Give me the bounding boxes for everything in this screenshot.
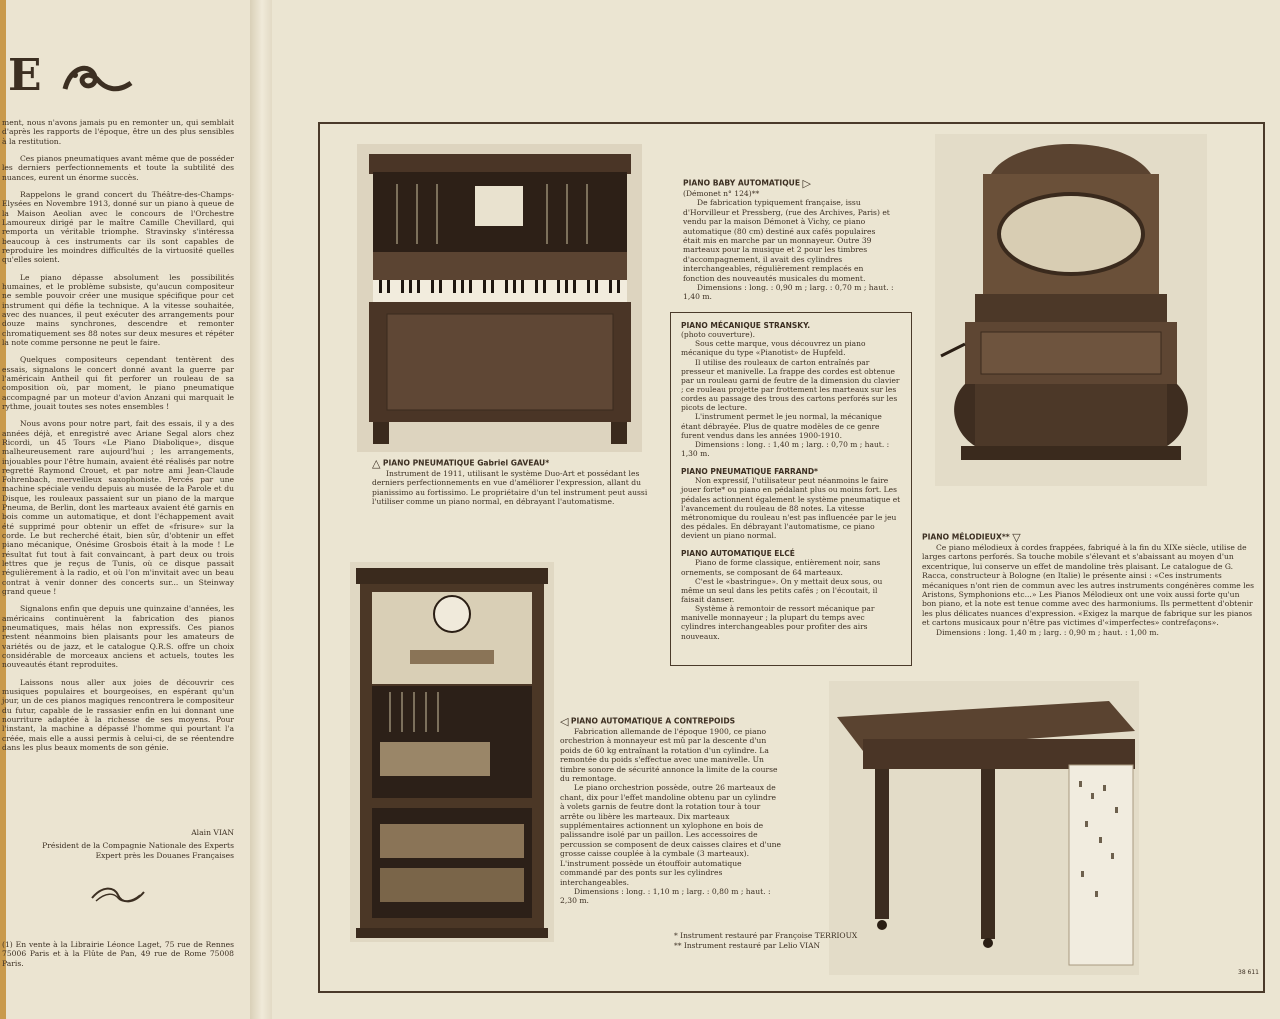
caption-text: Le piano orchestrion possède, outre 26 marteaux de chant, dix pour l'effet mandoline obtenu par un cylindre à volets garnis de feutre dont la rotation tour à tour arrête ou libère les marteaux. Dix marteaux supplémentaires actionnent un xylophone en bois de palissandre isolé par un paillon. Les accessoires de percussion se composent de deux caisses claires et d'une grosse caisse couplée à la cymbale (3 marteaux). L'instrument possède un étouffoir automatique commandé par des ponts sur les cylindres interchangeables. <box>560 783 782 887</box>
caption-subtitle: (Démonet n° 124)** <box>683 189 760 198</box>
caption-subtitle: (photo couverture). <box>681 330 755 340</box>
signature-title-1: Président de la Compagnie Nationale des Experts <box>42 841 234 851</box>
caption-title: PIANO PNEUMATIQUE FARRAND* <box>681 467 818 477</box>
photo-piano-stransky <box>829 681 1139 975</box>
flourish-icon <box>88 884 148 906</box>
caption-text: Ce piano mélodieux à cordes frappées, fabriqué à la fin du XIXe siècle, utilise de larges cartons perforés. Sa touche mobile s'élevant et s'abaissant au moyen d'un excentrique, lui conserve un effet de mandoline très plaisant. Le catalogue de G. Racca, constructeur à Bologne (en Italie) le présente ainsi : «Ces instruments mécaniques n'ont rien de commun avec les autres instruments congénères comme les Aristons, Symphonions etc...» Les Pianos Mélodieux ont une voix aussi forte qu'un bon piano, et la note est tenue comme avec des harmoniums. Ils permettent d'obtenir les plus délicates nuances d'expression. «Exigez la marque de fabrique sur les pianos et cartons musicaux pour n'être pas victimes d'«imperfectes» contrefaçons». <box>922 543 1255 628</box>
caption-title: PIANO PNEUMATIQUE Gabriel GAVEAU* <box>382 458 550 468</box>
caption-dimensions: Dimensions : long. : 1,40 m ; larg. : 0,70 m ; haut. : 1,30 m. <box>681 439 890 458</box>
footnote: (1) En vente à la Librairie Léonce Laget, 75 rue de Rennes 75006 Paris et à la Flûte de Pan, 49 rue de Rome 75008 Paris. <box>2 940 234 968</box>
paragraph: Le piano dépasse absolument les possibilités humaines, et le problème subsiste, qu'aucun compositeur ne semble pouvoir créer une musique spécifique pour cet instrument qui défie la technique. A la vitesse souhaitée, avec des nuances, il peut exécuter des arrangements pour douze mains synchrones, descendre et remonter chromatiquement ses 88 notes sur deux mesures et répéter la note comme personne ne peut le faire. <box>2 272 234 347</box>
center-fold <box>250 0 272 1019</box>
signature-title-2: Expert près les Douanes Françaises <box>95 850 234 860</box>
restoration-notes <box>674 931 857 951</box>
caption-text: De fabrication typiquement française, issu d'Horvilleur et Pressberg, (rue des Archives, Paris) et vendu par la maison Démonet à Vichy, ce piano automatique (80 cm) destiné aux cafés populaires était mis en marche par un monnayeur. Outre 39 marteaux pour la musique et 2 pour les timbres d'accompagnement, il avait des cylindres interchangeables, régulièrement remplacés en fonction des nouveautés musicales du moment. <box>683 198 890 283</box>
photo-piano-gaveau <box>357 144 642 452</box>
restored-note-2: ** Instrument restauré par Lelio VIAN <box>674 940 821 950</box>
triangle-down-icon: ▽ <box>1012 531 1021 544</box>
caption-elce <box>681 549 901 640</box>
paragraph: ment, nous n'avons jamais pu en remonter un, qui semblait d'après les rapports de l'époque, être un des plus sensibles à la restitution. <box>2 118 234 146</box>
triangle-right-icon: ▷ <box>802 177 811 190</box>
photo-piano-melodieux <box>935 134 1207 486</box>
paragraph: Quelques compositeurs cependant tentèrent des essais, signalons le concert donné avant la guerre par l'américain Antheil qui fit perforer un rouleau de sa composition où, par moment, le piano pneumatique accompagné par un moteur d'avion Anzani qui marquait le rythme, jouait toutes ses notes ensembles ! <box>2 355 234 411</box>
caption-text: Non expressif, l'utilisateur peut néanmoins le faire jouer forte* ou piano en pédalant plus ou moins fort. Les pédales actionnent également le système pneumatique et l'avancement du rouleau de 88 notes. La vitesse métronomique du rouleau n'est pas influencée par le jeu des pédales. En débrayant l'automatisme, ce piano devient un piano normal. <box>681 476 901 541</box>
catalog-number: 38 611 <box>1238 969 1259 976</box>
signature-name: Alain VIAN <box>191 828 234 837</box>
caption-text: Sous cette marque, vous découvrez un piano mécanique du type «Pianotist» de Hupfeld. <box>681 339 866 358</box>
caption-contrepoids <box>560 716 782 906</box>
triangle-up-icon: △ <box>372 457 381 470</box>
left-body-text <box>2 118 234 760</box>
caption-gaveau <box>372 458 664 507</box>
swan-ornament-icon <box>61 59 135 99</box>
caption-dimensions: Dimensions : long. 1,40 m ; larg. : 0,90 m ; haut. : 1,00 m. <box>936 627 1159 637</box>
paragraph: Rappelons le grand concert du Théâtre-des-Champs-Elysées en Novembre 1913, donné sur un piano à queue de la Maison Aeolian avec le concours de l'Orchestre Lamoureux dirigé par le maître Camille Chevillard, qui remporta un véritable triomphe. Stravinsky s'intéressa beaucoup à ces instruments car ils sont capables de reproduire les moindres difficultés de la virtuosité quelles qu'elles soient. <box>2 189 234 265</box>
caption-text: Fabrication allemande de l'époque 1900, ce piano orchestrion à monnayeur est mû par la descente d'un poids de 60 kg entraînant la rotation d'un cylindre. La remontée du poids s'effectue avec une manivelle. Un timbre sonore de sécurité annonce la limite de la course du remontage. <box>560 727 778 784</box>
paragraph: Ces pianos pneumatiques avant même que de posséder les derniers perfectionnements et toute la subtilité des nuances, eurent un énorme succès. <box>2 153 234 182</box>
signature-block <box>2 828 234 860</box>
caption-melodieux <box>922 532 1256 637</box>
caption-text: C'est le «bastringue». On y mettait deux sous, ou même un seul dans les petits cafés ; on l'écoutait, il faisait danser. <box>681 576 883 604</box>
paragraph: Laissons nous aller aux joies de découvrir ces musiques populaires et bourgeoises, en espérant qu'un jour, un de ces pianos magiques rencontrera le compositeur du futur, capable de le rassasier enfin en lui donnant une nourriture adaptée à la richesse de ses moyens. Pour l'instant, la machine a dépassé l'homme qui pourtant l'a créée, mais elle a aussi permis à celui-ci, de se réentendre dans les plus beaux moments de son génie. <box>2 677 234 753</box>
caption-text: Il utilise des rouleaux de carton entraînés par presseur et manivelle. La frappe des cordes est obtenue par un rouleau garni de feutre de la dimension du clavier ; ce rouleau projette par frottement les marteaux sur les cordes au passage des trous des cartons perforés sur les picots de lecture. <box>681 357 900 413</box>
caption-text: Système à remontoir de ressort mécanique par manivelle monnayeur ; la plupart du temps avec cylindres interchangeables pour profiter des airs nouveaux. <box>681 604 875 641</box>
caption-baby <box>683 178 895 302</box>
paragraph: Nous avons pour notre part, fait des essais, il y a des années déjà, et enregistré avec Ariane Segal alors chez Ricordi, un 45 Tours «Le Piano Diabolique», disque malheureusement rare aujourd'hui ; les arrangements, injouables pour l'être humain, avaient été réalisés par notre regretté Raymond Crouet, et par notre ami Jean-Claude Fohrenbach, merveilleux saxophoniste. Percés par une machine spéciale vendu depuis au musée de la Parole et du Disque, les rouleaux passaient sur un piano de la marque Pneuma, de Berlin, dont les marteaux avaient été garnis en bois comme un automatique, et dont l'échappement avait été supprimé pour obtenir un effet de «frisure» sur la corde. Le but recherché était, bien sûr, d'obtenir un effet piano mécanique, Onésime Grosbois était à la mode ! Le résultat fut tout à fait convaincant, à part deux ou trois lettres que je reçus de Tunis, où ce disque passait régulièrement à la radio, et où l'on m'invitait avec un beau contrat à venir donner des concerts sur... un Steinway grand queue ! <box>2 419 234 597</box>
paragraph: Signalons enfin que depuis une quinzaine d'années, les américains continuèrent la fabrication des pianos pneumatiques, mais hélas non expressifs. Ces pianos restent néanmoins bien plaisants pour les amateurs de variétés ou de jazz, et le catalogue Q.R.S. offre un choix considérable de morceaux anciens et actuels, toutes les nouveautés étant reproduites. <box>2 604 234 670</box>
restored-note-1: * Instrument restauré par Françoise TERRIOUX <box>674 931 858 940</box>
caption-title: PIANO AUTOMATIQUE A CONTREPOIDS <box>570 716 736 726</box>
caption-title: PIANO MÉLODIEUX** <box>922 532 1010 542</box>
title-fragment: E <box>8 50 135 101</box>
caption-dimensions: Dimensions : long. : 1,10 m ; larg. : 0,80 m ; haut. : 2,30 m. <box>560 886 771 906</box>
caption-title: PIANO MÉCANIQUE STRANSKY. <box>681 321 811 330</box>
caption-stransky <box>681 321 901 458</box>
caption-title: PIANO AUTOMATIQUE ELCÉ <box>681 549 795 559</box>
caption-text: Instrument de 1911, utilisant le système Duo-Art et possédant les derniers perfectionnements en vue d'améliorer l'expression, allant du pianissimo au fortissimo. Le propriétaire d'un tel instrument peut aussi l'utiliser comme un piano normal, en débrayant l'automatisme. <box>372 469 648 507</box>
caption-title: PIANO BABY AUTOMATIQUE <box>683 178 801 188</box>
caption-text: Piano de forme classique, entièrement noir, sans ornements, se composant de 64 marteaux. <box>681 558 881 577</box>
caption-dimensions: Dimensions : long. : 0,90 m ; larg. : 0,70 m ; haut. : 1,40 m. <box>683 283 894 302</box>
triangle-left-icon: ◁ <box>560 715 569 728</box>
caption-text: L'instrument permet le jeu normal, la mécanique étant débrayée. Plus de quatre modèles de ce genre furent vendus dans les années 1900-1910. <box>681 412 882 440</box>
caption-box <box>670 312 912 666</box>
caption-farrand <box>681 467 901 540</box>
photo-piano-contrepoids <box>350 562 554 942</box>
